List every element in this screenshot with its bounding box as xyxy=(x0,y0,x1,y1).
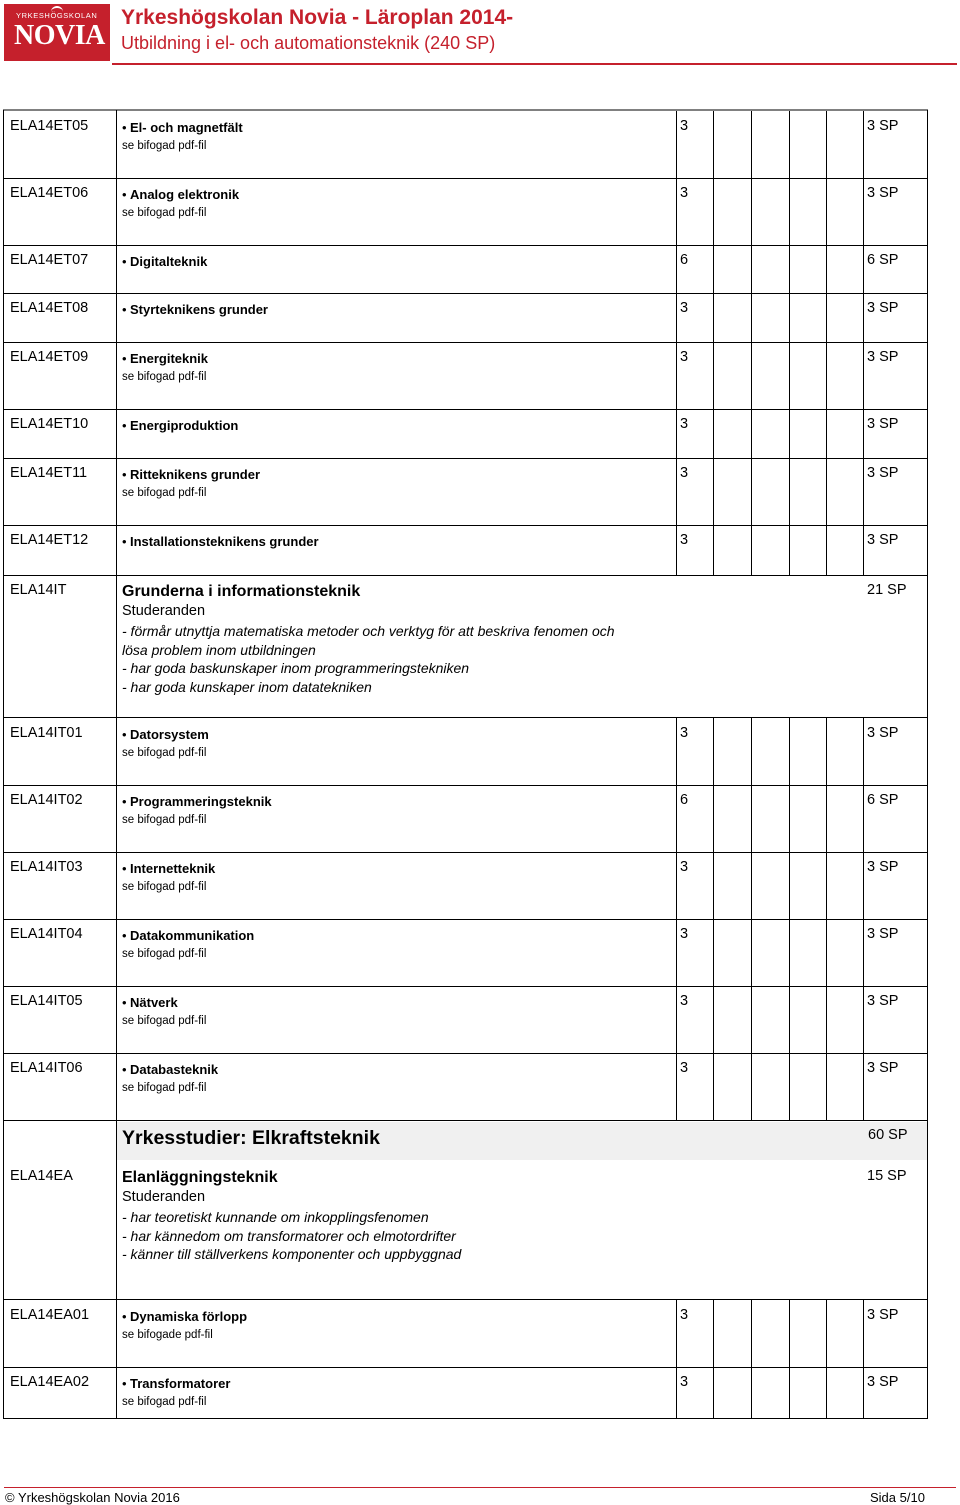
module-code: ELA14IT02 xyxy=(10,792,83,808)
module-code: ELA14ET09 xyxy=(10,349,89,365)
module-name: Analog elektronik xyxy=(130,187,240,202)
group-lead: Studeranden xyxy=(122,1189,206,1205)
group-goals xyxy=(122,622,662,696)
group-row-ea xyxy=(0,1161,960,1299)
module-sp: 3 SP xyxy=(867,349,899,365)
module-note: se bifogad pdf-fil xyxy=(122,371,207,383)
module-name: Styrteknikens grunder xyxy=(130,302,268,317)
module-code: ELA14ET12 xyxy=(10,532,89,548)
bullet-icon: • xyxy=(122,1376,127,1391)
module-sp: 3 SP xyxy=(867,1307,899,1323)
module-sp: 3 SP xyxy=(867,725,899,741)
module-sp: 3 SP xyxy=(867,300,899,316)
module-row xyxy=(0,178,960,245)
module-row xyxy=(0,525,960,575)
group-lead: Studeranden xyxy=(122,603,206,619)
bullet-icon: • xyxy=(122,418,127,433)
module-sp: 3 SP xyxy=(867,1374,899,1390)
goal-item: lösa problem inom utbildningen xyxy=(122,641,316,658)
bullet-icon: • xyxy=(122,302,127,317)
module-name: Dynamiska förlopp xyxy=(130,1309,248,1324)
module-row xyxy=(0,1367,960,1418)
bullet-icon: • xyxy=(122,1062,127,1077)
module-name: Programmeringsteknik xyxy=(130,794,272,809)
module-credits: 3 xyxy=(680,465,689,481)
module-name: Datorsystem xyxy=(130,727,209,742)
module-sp: 3 SP xyxy=(867,859,899,875)
module-credits: 3 xyxy=(680,993,689,1009)
module-credits: 3 xyxy=(680,532,689,548)
module-credits: 6 xyxy=(680,792,689,808)
module-code: ELA14IT01 xyxy=(10,725,83,741)
module-note: se bifogad pdf-fil xyxy=(122,948,207,960)
header-divider xyxy=(112,63,957,65)
module-note: se bifogad pdf-fil xyxy=(122,140,207,152)
module-row xyxy=(0,342,960,409)
bullet-icon: • xyxy=(122,861,127,876)
module-note: se bifogad pdf-fil xyxy=(122,207,207,219)
module-credits: 3 xyxy=(680,349,689,365)
footer-copyright: © Yrkeshögskolan Novia 2016 xyxy=(5,1490,180,1505)
module-row xyxy=(0,785,960,852)
module-note: se bifogade pdf-fil xyxy=(122,1329,213,1341)
group-row-it xyxy=(0,575,960,717)
goal-item: - har teoretiskt kunnande om inkopplingsfenomen xyxy=(122,1209,429,1225)
novia-logo xyxy=(4,4,110,61)
module-name: Transformatorer xyxy=(130,1376,231,1391)
module-code: ELA14ET11 xyxy=(10,465,88,481)
module-name: Digitalteknik xyxy=(130,254,208,269)
module-credits: 3 xyxy=(680,1307,689,1323)
module-credits: 3 xyxy=(680,300,689,316)
group-sp: 15 SP xyxy=(867,1168,907,1184)
module-name: Energiteknik xyxy=(130,351,209,366)
module-code: ELA14IT05 xyxy=(10,993,83,1009)
module-name: Databasteknik xyxy=(130,1062,219,1077)
module-credits: 3 xyxy=(680,416,689,432)
goal-item: - förmår utnyttja matematiska metoder och verktyg för att beskriva fenomen och xyxy=(122,623,615,639)
bullet-icon: • xyxy=(122,254,127,269)
module-row xyxy=(0,718,960,785)
module-code: ELA14EA01 xyxy=(10,1307,90,1323)
module-sp: 6 SP xyxy=(867,252,899,268)
bullet-icon: • xyxy=(122,467,127,482)
document-title: Yrkeshögskolan Novia - Läroplan 2014- xyxy=(121,6,514,29)
module-code: ELA14ET08 xyxy=(10,300,89,316)
module-row xyxy=(0,852,960,919)
module-name: Installationsteknikens grunder xyxy=(130,534,319,549)
logo-wordmark: NOVIA xyxy=(14,20,105,51)
bullet-icon: • xyxy=(122,534,127,549)
bullet-icon: • xyxy=(122,120,127,135)
module-sp: 3 SP xyxy=(867,465,899,481)
module-code: ELA14EA02 xyxy=(10,1374,90,1390)
goal-item: - har goda kunskaper inom datatekniken xyxy=(122,678,372,695)
group-code: ELA14IT xyxy=(10,582,67,598)
module-code: ELA14IT03 xyxy=(10,859,83,875)
module-code: ELA14ET05 xyxy=(10,118,89,134)
module-credits: 3 xyxy=(680,185,689,201)
module-sp: 3 SP xyxy=(867,185,899,201)
goal-item: - har goda baskunskaper inom programmeringstekniken xyxy=(122,660,470,676)
bullet-icon: • xyxy=(122,727,127,742)
group-sp: 21 SP xyxy=(867,582,907,598)
module-row xyxy=(0,245,960,293)
module-name: Ritteknikens grunder xyxy=(130,467,261,482)
group-code: ELA14EA xyxy=(10,1168,73,1184)
module-sp: 6 SP xyxy=(867,792,899,808)
module-note: se bifogad pdf-fil xyxy=(122,747,207,759)
module-credits: 3 xyxy=(680,1060,689,1076)
module-sp: 3 SP xyxy=(867,926,899,942)
group-title: Elanläggningsteknik xyxy=(122,1169,278,1186)
module-row xyxy=(0,458,960,525)
module-row xyxy=(0,1300,960,1367)
module-name: Nätverk xyxy=(130,995,178,1010)
document-subtitle: Utbildning i el- och automationsteknik (240 SP) xyxy=(121,33,496,53)
module-row xyxy=(0,1053,960,1120)
group-title: Grunderna i informationsteknik xyxy=(122,583,361,600)
module-credits: 3 xyxy=(680,859,689,875)
module-note: se bifogad pdf-fil xyxy=(122,814,207,826)
module-sp: 3 SP xyxy=(867,532,899,548)
module-name: Datakommunikation xyxy=(130,928,255,943)
module-note: se bifogad pdf-fil xyxy=(122,1082,207,1094)
footer-divider xyxy=(4,1487,956,1488)
module-credits: 3 xyxy=(680,926,689,942)
module-code: ELA14ET10 xyxy=(10,416,89,432)
group-goals xyxy=(122,1208,662,1264)
bullet-icon: • xyxy=(122,351,127,366)
bullet-icon: • xyxy=(122,794,127,809)
page-number: Sida 5/10 xyxy=(870,1490,925,1505)
module-row xyxy=(0,409,960,458)
section-title: Yrkesstudier: Elkraftsteknik xyxy=(122,1127,380,1149)
module-row xyxy=(0,919,960,986)
module-code: ELA14IT04 xyxy=(10,926,83,942)
module-sp: 3 SP xyxy=(867,416,899,432)
module-credits: 3 xyxy=(680,725,689,741)
module-credits: 6 xyxy=(680,252,689,268)
module-name: Energiproduktion xyxy=(130,418,239,433)
module-row xyxy=(0,986,960,1053)
bullet-icon: • xyxy=(122,995,127,1010)
section-sp: 60 SP xyxy=(868,1127,908,1143)
module-credits: 3 xyxy=(680,118,689,134)
bullet-icon: • xyxy=(122,187,127,202)
module-sp: 3 SP xyxy=(867,1060,899,1076)
bullet-icon: • xyxy=(122,1309,127,1324)
module-row xyxy=(0,111,960,178)
module-note: se bifogad pdf-fil xyxy=(122,1396,207,1408)
module-note: se bifogad pdf-fil xyxy=(122,881,207,893)
goal-item: - känner till ställverkens komponenter och uppbyggnad xyxy=(122,1246,462,1262)
module-credits: 3 xyxy=(680,1374,689,1390)
module-name: El- och magnetfält xyxy=(130,120,243,135)
module-sp: 3 SP xyxy=(867,993,899,1009)
module-note: se bifogad pdf-fil xyxy=(122,487,207,499)
module-code: ELA14ET06 xyxy=(10,185,89,201)
module-code: ELA14IT06 xyxy=(10,1060,83,1076)
module-row xyxy=(0,293,960,342)
module-note: se bifogad pdf-fil xyxy=(122,1015,207,1027)
bullet-icon: • xyxy=(122,928,127,943)
module-name: Internetteknik xyxy=(130,861,216,876)
module-sp: 3 SP xyxy=(867,118,899,134)
logo-small-text: YRKESHÖGSKOLAN xyxy=(16,11,98,20)
module-code: ELA14ET07 xyxy=(10,252,89,268)
goal-item: - har kännedom om transformatorer och elmotordrifter xyxy=(122,1227,456,1244)
